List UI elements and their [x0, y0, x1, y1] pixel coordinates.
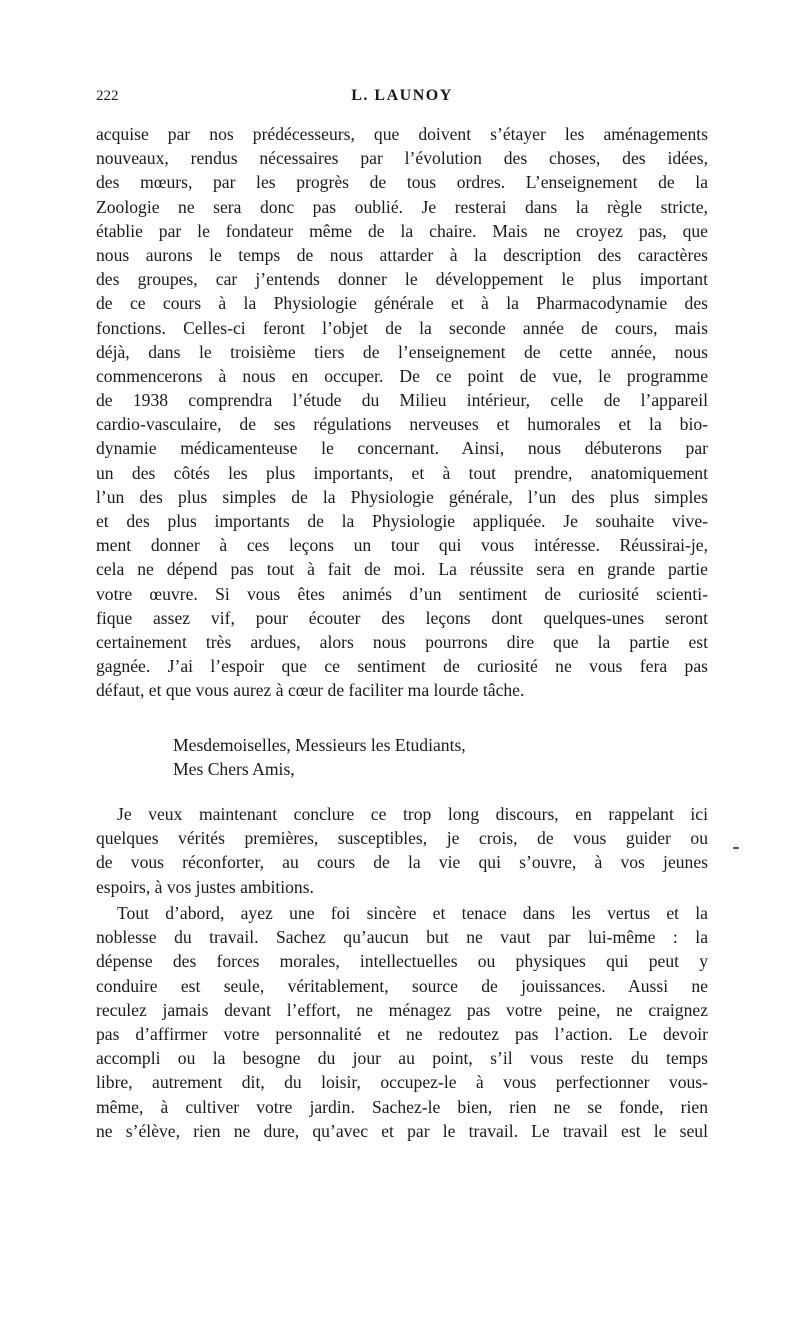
text-line: noblesse du travail. Sachez qu’aucun but ne vaut par lui-même : la — [96, 927, 708, 948]
text-line: de vous réconforter, au cours de la vie qui s’ouvre, à vos jeunes — [96, 852, 708, 873]
text-line: défaut, et que vous aurez à cœur de faciliter ma lourde tâche. — [96, 680, 525, 701]
text-line: votre œuvre. Si vous êtes animés d’un sentiment de curiosité scienti- — [96, 583, 708, 604]
text-line: Tout d’abord, ayez une foi sincère et tenace dans les vertus et la — [117, 903, 708, 923]
text-line: Je veux maintenant conclure ce trop long discours, en rappelant ici — [117, 804, 708, 824]
text-line: pas d’affirmer votre personnalité et ne redoutez pas l’action. Le devoir — [96, 1023, 708, 1044]
paragraph-2 — [96, 802, 708, 899]
text-line: conduire est seule, véritablement, source de jouissances. Aussi ne — [96, 975, 708, 996]
text-line: nous aurons le temps de nous attarder à la description des caractères — [96, 244, 708, 265]
text-line: un des côtés les plus importants, et à tout prendre, anatomiquement — [96, 462, 708, 483]
text-line: l’un des plus simples de la Physiologie générale, l’un des plus simples — [96, 486, 708, 507]
text-line: de ce cours à la Physiologie générale et à la Pharmacodynamie des — [96, 293, 708, 314]
text-line: espoirs, à vos justes ambitions. — [96, 876, 314, 897]
text-line: acquise par nos prédécesseurs, que doivent s’étayer les aménagements — [96, 124, 708, 144]
text-line: dynamie médicamenteuse le concernant. Ainsi, nous débuterons par — [96, 438, 708, 459]
text-line: cardio-vasculaire, de ses régulations nerveuses et humorales et la bio- — [96, 414, 708, 435]
text-line: de 1938 comprendra l’étude du Milieu intérieur, celle de l’appareil — [96, 390, 708, 411]
salutation-line: Mes Chers Amis, — [173, 759, 295, 780]
paragraph-1 — [96, 122, 708, 703]
text-line: fique assez vif, pour écouter des leçons dont quelques-unes seront — [96, 607, 708, 628]
text-line: ne s’élève, rien ne dure, qu’avec et par le travail. Le travail est le seul — [96, 1120, 708, 1141]
text-line: fonctions. Celles-ci feront l’objet de la seconde année de cours, mais — [96, 317, 708, 338]
margin-mark — [733, 847, 739, 849]
text-line: certainement très ardues, alors nous pourrons dire que la partie est — [96, 631, 708, 652]
text-line: des mœurs, par les progrès de tous ordres. L’enseignement de la — [96, 172, 708, 193]
text-line: établie par le fondateur même de la chaire. Mais ne croyez pas, que — [96, 220, 708, 241]
text-line: ment donner à ces leçons un tour qui vous intéresse. Réussirai-je, — [96, 535, 708, 556]
text-line: reculez jamais devant l’effort, ne ménagez pas votre peine, ne craignez — [96, 999, 708, 1020]
text-line: cela ne dépend pas tout à fait de moi. La réussite sera en grande partie — [96, 559, 708, 580]
text-line: Zoologie ne sera donc pas oublié. Je resterai dans la règle stricte, — [96, 196, 708, 217]
text-line: nouveaux, rendus nécessaires par l’évolution des choses, des idées, — [96, 148, 708, 169]
text-line: même, à cultiver votre jardin. Sachez-le bien, rien ne se fonde, rien — [96, 1096, 708, 1117]
text-line: dépense des forces morales, intellectuelles ou physiques qui peut y — [96, 951, 708, 972]
text-line: et des plus importants de la Physiologie appliquée. Je souhaite vive- — [96, 511, 708, 531]
salutation — [173, 733, 466, 781]
text-line: commencerons à nous en occuper. De ce point de vue, le programme — [96, 365, 708, 386]
text-line: déjà, dans le troisième tiers de l’enseignement de cette année, nous — [96, 341, 708, 362]
page-header — [96, 88, 708, 110]
text-line: des groupes, car j’entends donner le développement le plus important — [96, 269, 708, 290]
page-number: 222 — [96, 88, 119, 104]
text-line: libre, autrement dit, du loisir, occupez-le à vous perfectionner vous- — [96, 1072, 708, 1093]
text-line: gagnée. J’ai l’espoir que ce sentiment de curiosité ne vous fera pas — [96, 656, 708, 677]
text-line: quelques vérités premières, susceptibles, je crois, de vous guider ou — [96, 828, 708, 849]
text-line: accompli ou la besogne du jour au point, s’il vous reste du temps — [96, 1048, 708, 1069]
running-head: L. LAUNOY — [351, 87, 453, 104]
paragraph-3 — [96, 901, 708, 1143]
salutation-line: Mesdemoiselles, Messieurs les Etudiants, — [173, 735, 466, 755]
